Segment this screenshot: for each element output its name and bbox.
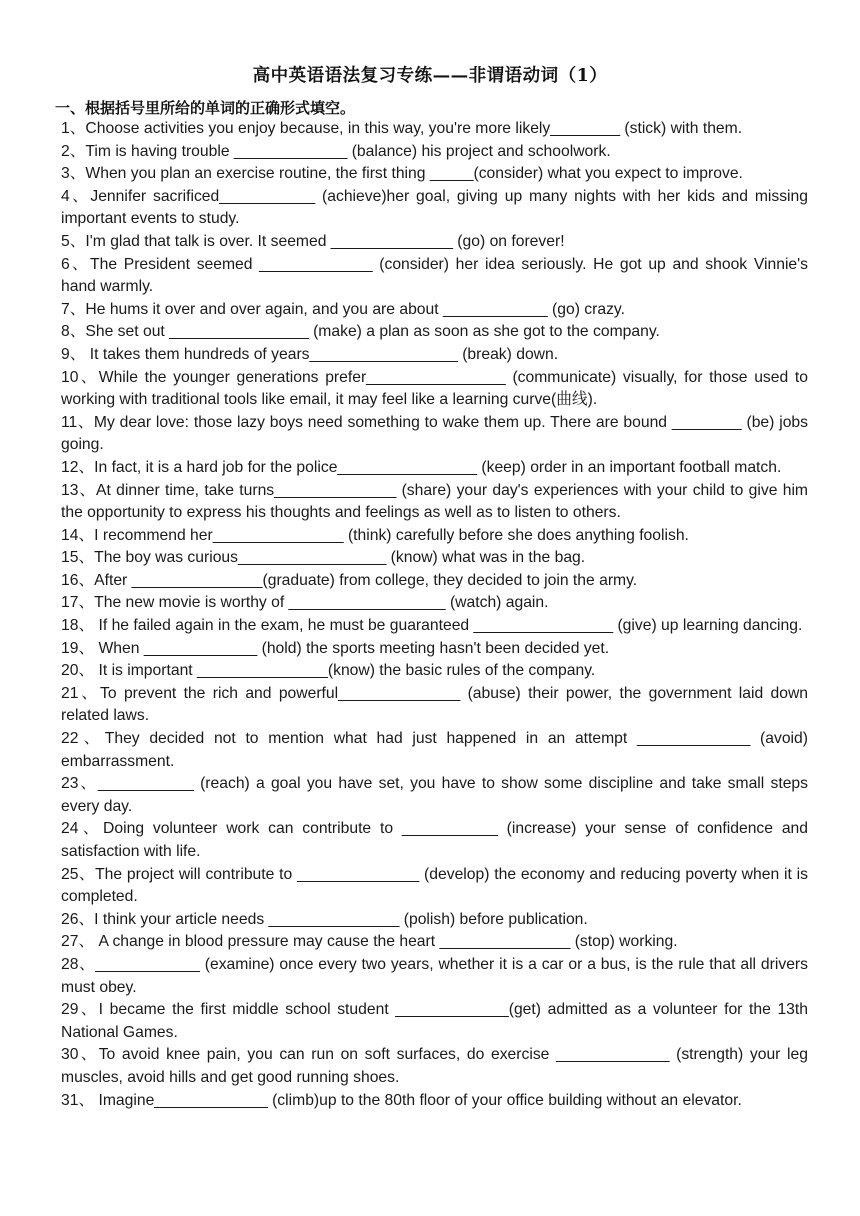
question-item: 23、___________ (reach) a goal you have set, you have to show some discipline and take small steps every day. <box>61 775 808 815</box>
question-item: 5、I'm glad that talk is over. It seemed ______________ (go) on forever! <box>61 232 565 250</box>
question-item: 29、I became the first middle school student _____________(get) admitted as a volunteer for the 13th National Games. <box>61 1001 808 1041</box>
question-item: 15、The boy was curious_________________ (know) what was in the bag. <box>61 549 586 567</box>
question-item: 18、 If he failed again in the exam, he must be guaranteed ________________ (give) up learning dancing. <box>61 617 803 635</box>
question-item: 6、The President seemed _____________ (consider) her idea seriously. He got up and shook Vinnie's hand warmly. <box>61 255 808 296</box>
question-item: 30、To avoid knee pain, you can run on soft surfaces, do exercise _____________ (strength) your leg muscles, avoid hills and get good running shoes. <box>61 1046 808 1086</box>
question-item: 19、 When _____________ (hold) the sports meeting hasn't been decided yet. <box>61 639 610 657</box>
section-heading: 一、根据括号里所给的单词的正确形式填空。 <box>55 99 356 117</box>
question-list <box>61 118 808 1112</box>
question-item: 24、Doing volunteer work can contribute to ___________ (increase) your sense of confidence and satisfaction with life. <box>61 820 808 860</box>
question-item: 28、____________ (examine) once every two years, whether it is a car or a bus, is the rule that all drivers must obey. <box>61 955 808 996</box>
question-item: 11、My dear love: those lazy boys need something to wake them up. There are bound ________ (be) jobs going. <box>61 413 808 454</box>
question-item: 7、He hums it over and over again, and you are about ____________ (go) crazy. <box>61 300 625 318</box>
question-item: 3、When you plan an exercise routine, the first thing _____(consider) what you expect to improve. <box>61 165 743 183</box>
question-item: 12、In fact, it is a hard job for the police________________ (keep) order in an important football match. <box>61 458 782 476</box>
question-item: 21、To prevent the rich and powerful______________ (abuse) their power, the government laid down related laws. <box>61 684 808 725</box>
question-item: 4、Jennifer sacrificed___________ (achieve)her goal, giving up many nights with her kids and missing important events to study. <box>61 187 808 228</box>
question-item: 16、After _______________(graduate) from college, they decided to join the army. <box>61 571 638 589</box>
question-item: 22、They decided not to mention what had just happened in an attempt _____________ (avoid) embarrassment. <box>61 730 808 770</box>
question-item: 27、 A change in blood pressure may cause the heart _______________ (stop) working. <box>61 933 678 951</box>
question-item: 9、 It takes them hundreds of years_________________ (break) down. <box>61 345 559 363</box>
question-item: 31、 Imagine_____________ (climb)up to the 80th floor of your office building without an elevator. <box>61 1091 742 1109</box>
page-title: 高中英语语法复习专练——非谓语动词（1） <box>252 66 608 86</box>
question-item: 20、 It is important _______________(know) the basic rules of the company. <box>61 662 596 680</box>
question-item: 8、She set out ________________ (make) a plan as soon as she got to the company. <box>61 323 660 341</box>
question-item: 13、At dinner time, take turns______________ (share) your day's experiences with your child to give him the opportunity to express his thoughts and feelings as well as to listen to others. <box>61 481 808 522</box>
question-item: 2、Tim is having trouble _____________ (balance) his project and schoolwork. <box>61 142 611 160</box>
question-item: 25、The project will contribute to ______________ (develop) the economy and reducing poverty when it is completed. <box>61 865 808 906</box>
question-item: 26、I think your article needs _______________ (polish) before publication. <box>61 910 588 928</box>
question-item: 10、While the younger generations prefer________________ (communicate) visually, for those used to working with traditional tools like email, it may feel like a learning curve(曲线). <box>61 368 808 409</box>
question-item: 17、The new movie is worthy of __________________ (watch) again. <box>61 594 549 612</box>
question-item: 1、Choose activities you enjoy because, in this way, you're more likely________ (stick) with them. <box>61 120 743 137</box>
question-item: 14、I recommend her_______________ (think) carefully before she does anything foolish. <box>61 526 689 544</box>
